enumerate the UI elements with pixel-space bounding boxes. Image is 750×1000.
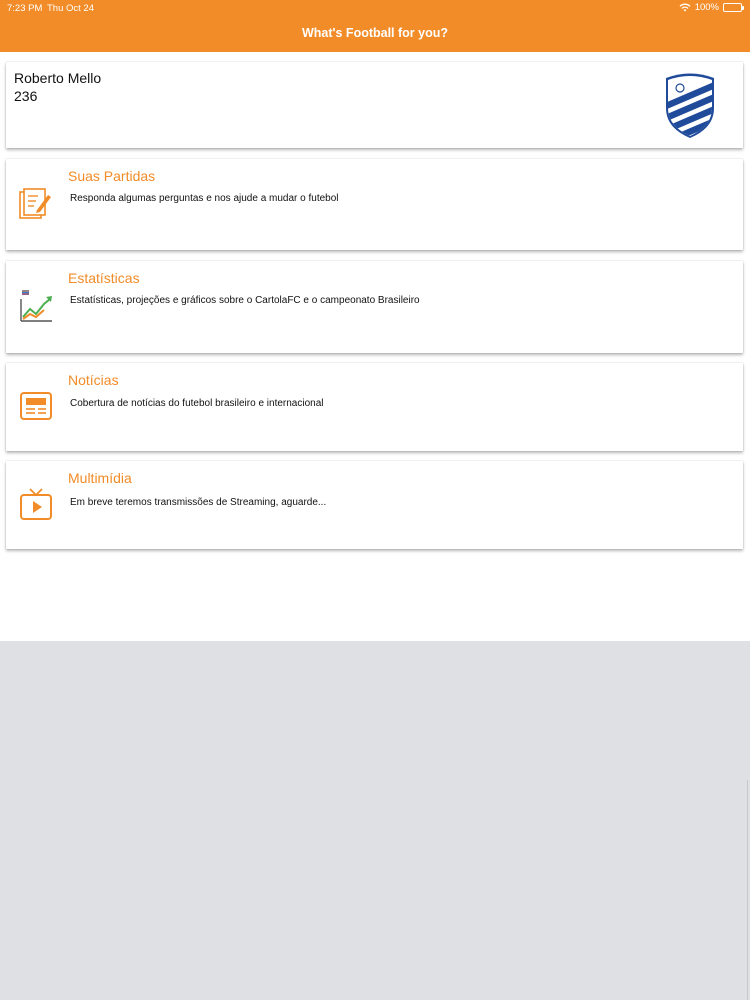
feature-card-estatisticas[interactable]	[6, 261, 743, 353]
feature-card-multimidia[interactable]	[6, 461, 743, 549]
divider	[747, 780, 748, 1000]
chart-growth-icon	[18, 287, 54, 323]
page-title: What's Football for you?	[301, 26, 448, 40]
empty-background	[0, 641, 750, 1000]
feature-description: Em breve teremos transmissões de Streaming, aguarde...	[70, 497, 327, 508]
survey-edit-icon	[18, 186, 54, 222]
feature-description: Cobertura de notícias do futebol brasileiro e internacional	[70, 398, 324, 409]
club-badge-icon	[663, 70, 717, 138]
status-time: 7:23 PM	[7, 3, 43, 14]
status-date: Thu Oct 24	[47, 3, 94, 14]
profile-name: Roberto Mello	[14, 70, 102, 86]
profile-card[interactable]	[6, 62, 743, 148]
top-bar	[0, 0, 750, 52]
feature-title: Suas Partidas	[68, 168, 156, 184]
feature-title: Estatísticas	[68, 270, 140, 286]
status-bar	[0, 0, 750, 16]
feature-card-noticias[interactable]	[6, 363, 743, 451]
battery-percent: 100%	[694, 2, 719, 13]
tv-play-icon	[18, 486, 54, 522]
profile-score: 236	[14, 88, 38, 104]
wifi-icon	[679, 3, 691, 12]
feature-title: Multimídia	[68, 470, 132, 486]
feature-title: Notícias	[68, 372, 119, 388]
battery-icon	[723, 3, 742, 12]
newspaper-icon	[18, 388, 54, 424]
status-right	[679, 2, 742, 13]
feature-description: Estatísticas, projeções e gráficos sobre o CartolaFC e o campeonato Brasileiro	[70, 295, 420, 306]
feature-description: Responda algumas perguntas e nos ajude a mudar o futebol	[70, 193, 339, 204]
feature-card-suas-partidas[interactable]	[6, 159, 743, 250]
